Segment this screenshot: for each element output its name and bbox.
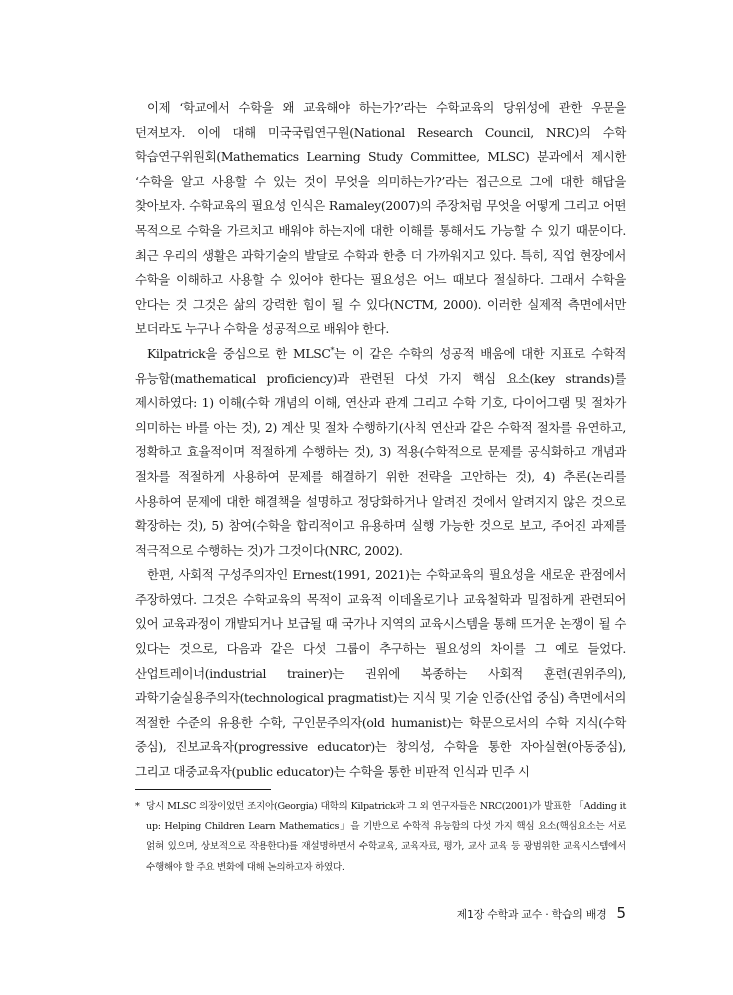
body-text [135,96,626,785]
paragraph-2-rest: 는 이 같은 수학의 성공적 배움에 대한 지표로 수학적 유능함(mathematical proficiency)과 관련된 다섯 가지 핵심 요소(key strands)를 제시하였다: 1) 이해(수학 개념의 이해, 연산과 관계 그리고 수학 기호, 다이어그램 및 절차가 의미하는 바를 아는 것), 2) 계산 및 절차 수행하기(사칙 연산과 같은 수학적 절차를 유연하고, 정확하고 효율적이며 적절하게 수행하는 것), 3) 적용(수학적으로 문제를 공식화하고 개념과 절차를 적절하게 사용하여 문제를 해결하기 위한 전략을 고안하는 것), 4) 추론(논리를 사용하여 문제에 대한 해결책을 설명하고 정당화하거나 알려진 것에서 알려지지 않은 것으로 확장하는 것), 5) 참여(수학을 합리적이고 유용하며 실행 가능한 것으로 보고, 주어진 과제를 적극적으로 수행하는 것)가 그것이다(NRC, 2002). [135,345,626,558]
footnote-text: 당시 MLSC 의장이었던 조지아(Georgia) 대학의 Kilpatrick과 그 외 연구자들은 NRC(2001)가 발표한 「Adding it up: Helping Children Learn Mathematics」을 기반으로 수학적 유능함의 다섯 가지 핵심 요소(핵심요소는 서로 얽혀 있으며, 상보적으로 작용한다)를 재설명하면서 수학교육, 교육자료, 평가, 교사 교육 등 광범위한 교육시스템에서 수행해야 할 주요 변화에 대해 논의하고자 하였다. [146,801,626,873]
paragraph-1: 이제 ‘학교에서 수학을 왜 교육해야 하는가?’라는 수학교육의 당위성에 관한 우문을 던져보자. 이에 대해 미국국립연구원(National Research Council, NRC)의 수학 학습연구위원회(Mathematics Learning Study Committee, MLSC) 분과에서 제시한 ‘수학을 알고 사용할 수 있는 것이 무엇을 의미하는가?’라는 접근으로 그에 대한 해답을 찾아보자. 수학교육의 필요성 인식은 Ramaley(2007)의 주장처럼 무엇을 어떻게 그리고 어떤 목적으로 수학을 가르치고 배워야 하는지에 대한 이해를 통해서도 가능할 수 있기 때문이다. 최근 우리의 생활은 과학기술의 발달로 수학과 한층 더 가까워지고 있다. 특히, 직업 현장에서 수학을 이해하고 사용할 수 있어야 한다는 필요성은 어느 때보다 절실하다. 그래서 수학을 안다는 것 그것은 삶의 강력한 힘이 될 수 있다(NCTM, 2000). 이러한 실제적 측면에서만 보더라도 누구나 수학을 성공적으로 배워야 한다. [135,100,626,337]
footnote [135,797,626,878]
running-footer [457,904,626,922]
running-title: 제1장 수학과 교수 · 학습의 배경 [456,908,607,921]
footnote-divider [135,789,271,790]
footnote-reference-mark[interactable]: * [330,345,335,355]
paragraph-2-lead: Kilpatrick을 중심으로 한 MLSC [147,345,331,361]
page-number: 5 [616,904,626,922]
footnote-mark: * [135,801,140,812]
paragraph-2 [135,342,626,563]
paragraph-3: 한편, 사회적 구성주의자인 Ernest(1991, 2021)는 수학교육의 필요성을 새로운 관점에서 주장하였다. 그것은 수학교육의 목적이 교육적 이데올로기나 교육철학과 밀접하게 관련되어 있어 교육과정이 개발되거나 보급될 때 국가나 지역의 교육시스템을 통해 뜨거운 논쟁이 될 수 있다는 것으로, 다음과 같은 다섯 그룹이 추구하는 필요성의 차이를 그 예로 들었다. 산업트레이너(industrial trainer)는 권위에 복종하는 사회적 훈련(권위주의), 과학기술실용주의자(technological pragmatist)는 지식 및 기술 인증(산업 중심) 측면에서의 적절한 수준의 유용한 수학, 구인문주의자(old humanist)는 학문으로서의 수학 지식(수학 중심), 진보교육자(progressive educator)는 창의성, 수학을 통한 자아실현(아동중심), 그리고 대중교육자(public educator)는 수학을 통한 비판적 인식과 민주 시 [135,567,626,780]
